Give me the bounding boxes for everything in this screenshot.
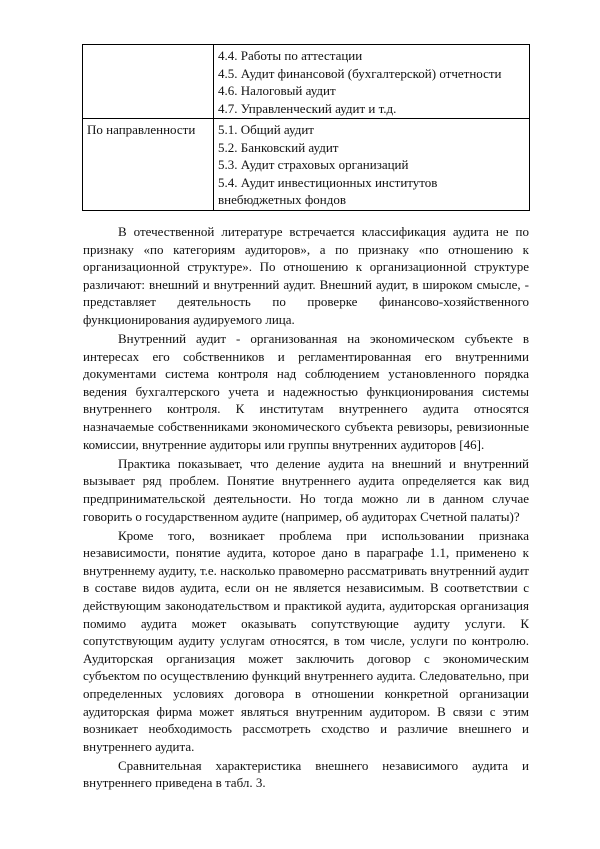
table-item: 4.7. Управленческий аудит и т.д. — [218, 100, 397, 116]
table-cell-items — [214, 45, 530, 119]
table-item: 4.6. Налоговый аудит — [218, 83, 336, 98]
table-item: 5.2. Банковский аудит — [218, 139, 339, 155]
table-row — [83, 45, 530, 119]
table-item: 5.3. Аудит страховых организаций — [218, 157, 409, 172]
classification-table-body — [83, 45, 530, 211]
table-item: 4.4. Работы по аттестации — [218, 48, 363, 63]
classification-table — [82, 44, 530, 211]
paragraph: Практика показывает, что деление аудита на внешний и внутренний вызывает ряд проблем. Понятие внутреннего аудита определяется как вид предпринимательской деятельности. Но тогда можно ли в данном случае говорить о государственном аудите (например, об аудиторах Счетной палаты)? — [83, 455, 529, 524]
table-cell-category — [83, 45, 214, 119]
paragraph: Кроме того, возникает проблема при использовании признака независимости, понятие аудита, которое дано в параграфе 1.1, применено к внутреннему аудиту, т.е. насколько правомерно рассматривать внутренний аудит в составе видов аудита, если он не является независимым. В соответствии с действующим законодательством и практикой аудита, аудиторская организация помимо аудита может оказывать сопутствующие аудиту услуги. К сопутствующим аудиту услугам относятся, в том числе, услуги по контролю. Аудиторская организация может заключить договор с экономическим субъектом по осуществлению функций внутреннего аудита. Следовательно, при определенных условиях договора в отношении конкретной организации аудиторская фирма может являться внутренним аудитором. В связи с этим возникает необходимость рассмотреть сходство и различие внешнего и внутреннего аудита. — [83, 527, 529, 754]
body-text — [83, 223, 529, 794]
paragraph: Сравнительная характеристика внешнего независимого аудита и внутреннего приведена в табл. 3. — [83, 757, 529, 791]
table-item: 5.1. Общий аудит — [218, 122, 314, 137]
table-item: внебюджетных фондов — [218, 192, 346, 207]
table-cell-category: По направленности — [83, 119, 214, 211]
paragraph: Внутренний аудит - организованная на экономическом субъекте в интересах его собственников и регламентированная его внутренними документами система контроля над соблюдением установленного порядка ведения бухгалтерского учета и надежностью функционирования системы внутреннего контроля. К институтам внутреннего аудита относятся назначаемые собственниками экономического субъекта ревизоры, ревизионные комиссии, внутренние аудиторы или группы внутренних аудиторов [46]. — [83, 331, 529, 452]
table-row — [83, 119, 530, 211]
table-cell-items — [214, 119, 530, 211]
paragraph: В отечественной литературе встречается классификация аудита не по признаку «по категориям аудиторов», а по признаку «по отношению к организационной структуре». По отношению к организационной структуре различают: внешний и внутренний аудит. Внешний аудит, в широком смысле, - представляет деятельность по проверке финансово-хозяйственного функционирования аудируемого лица. — [83, 224, 529, 327]
table-item: 4.5. Аудит финансовой (бухгалтерской) отчетности — [218, 65, 502, 81]
table-item: 5.4. Аудит инвестиционных институтов — [218, 174, 438, 190]
